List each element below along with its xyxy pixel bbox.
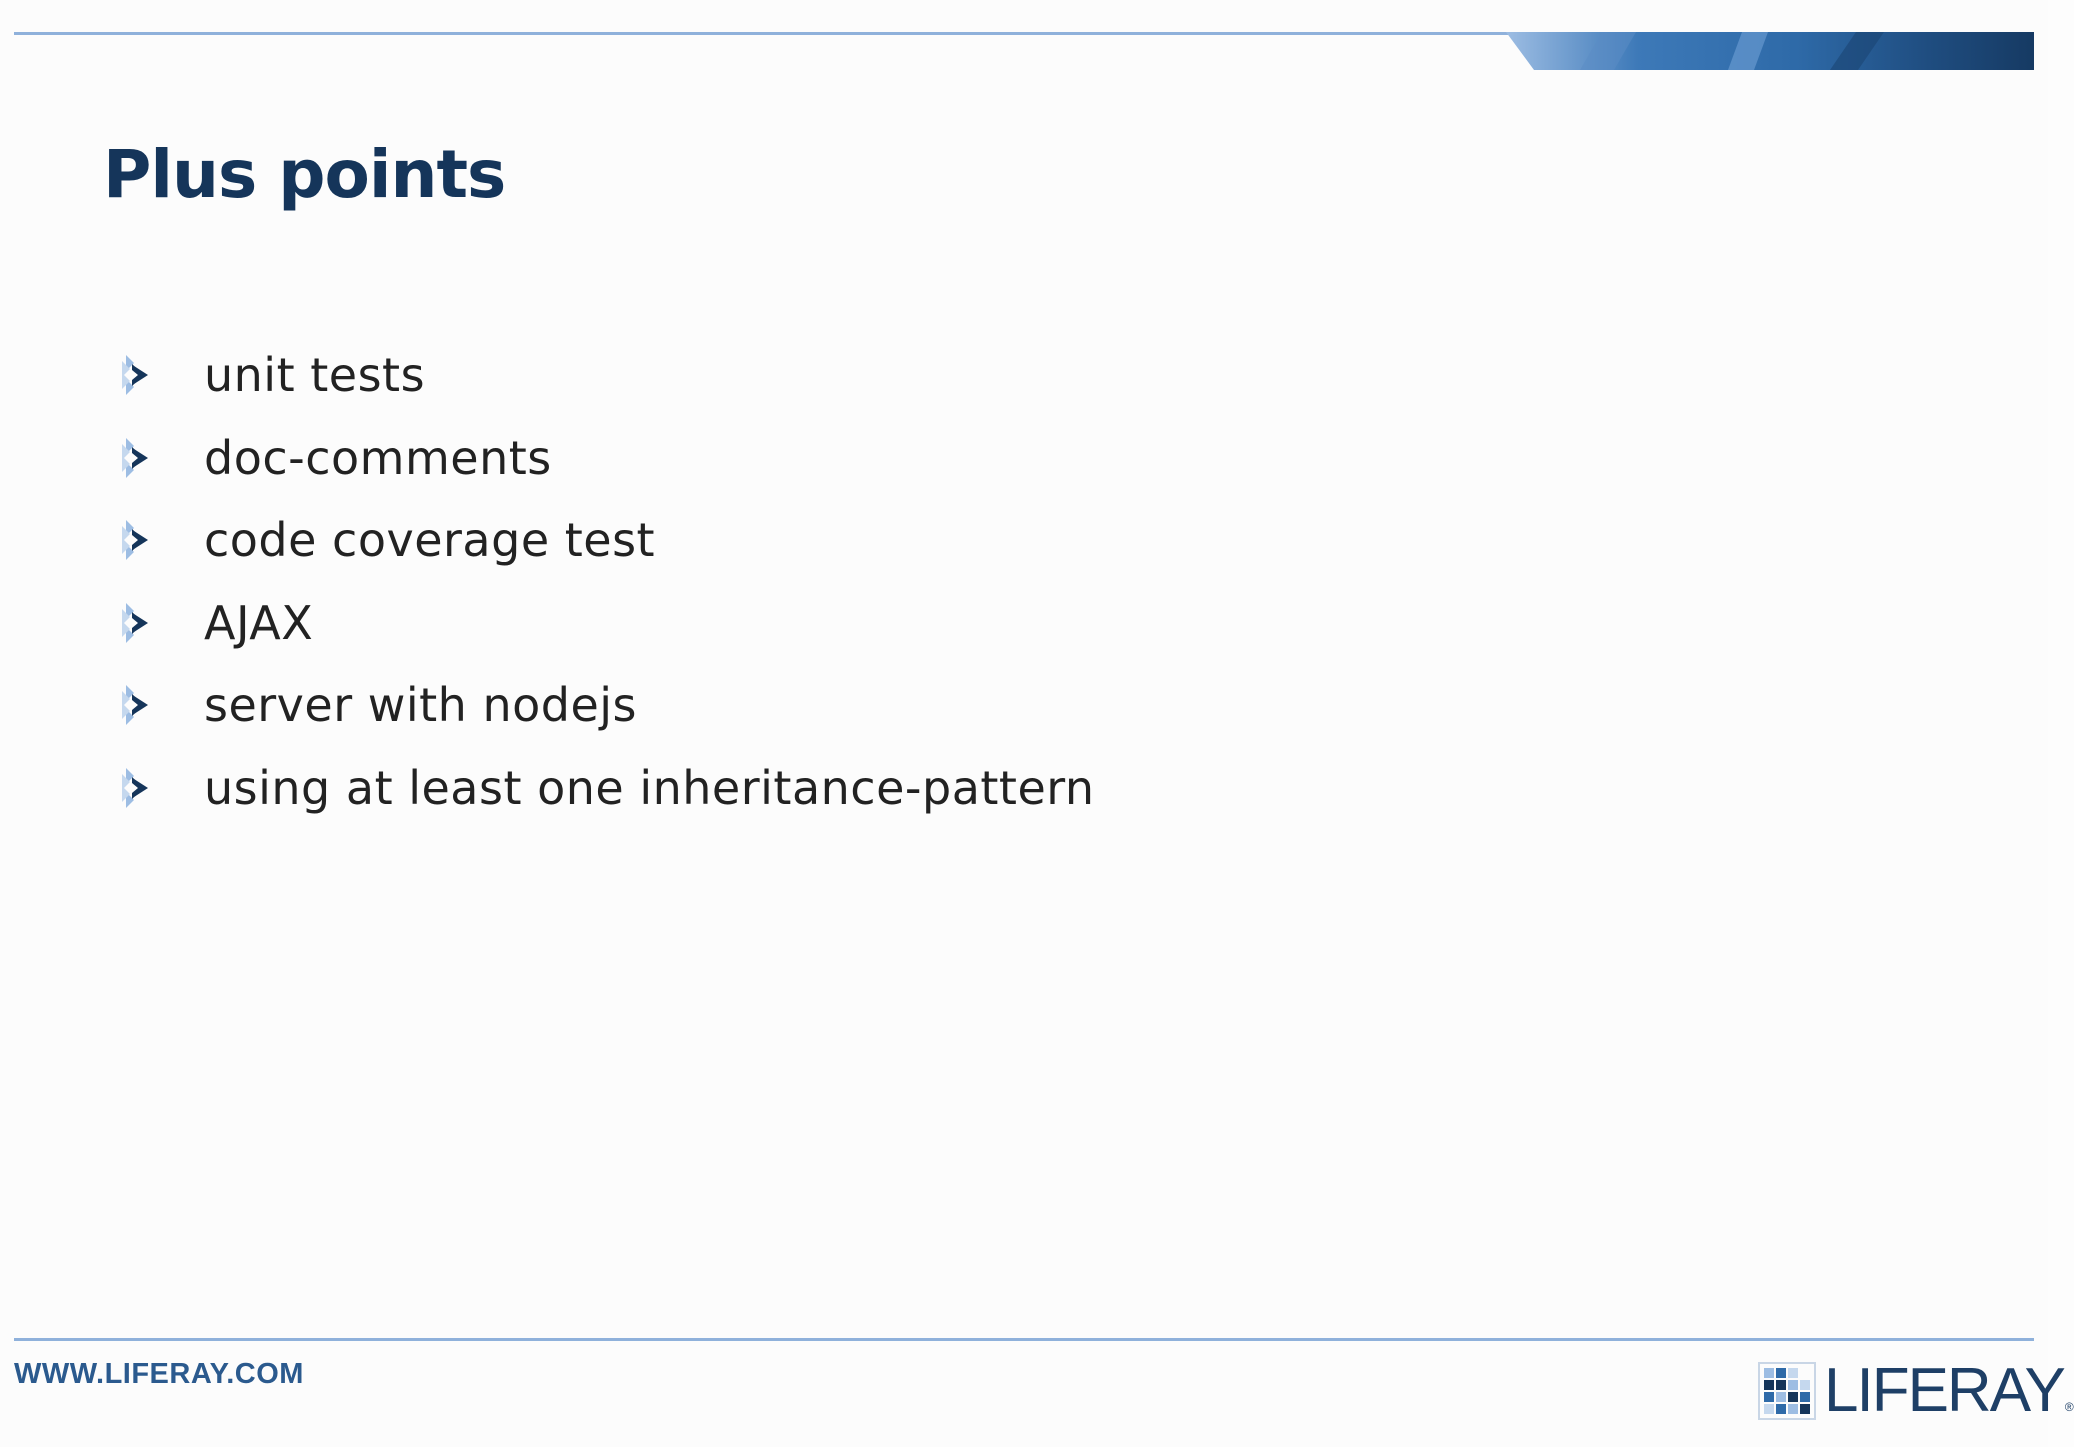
chevron-right-icon: [120, 352, 154, 398]
bullet-text: server with nodejs: [204, 678, 637, 733]
bullet-text: unit tests: [204, 348, 426, 403]
liferay-logo: [1758, 1358, 2074, 1424]
chevron-right-icon: [120, 435, 154, 481]
list-item: [120, 334, 1095, 417]
liferay-logo-icon: [1758, 1362, 1816, 1420]
slide-title: Plus points: [103, 136, 506, 213]
list-item: [120, 417, 1095, 500]
bullet-text: code coverage test: [204, 513, 656, 568]
list-item: [120, 499, 1095, 582]
chevron-right-icon: [120, 600, 154, 646]
bullet-text: doc-comments: [204, 430, 552, 485]
header-decoration-band: [1506, 32, 2034, 70]
chevron-right-icon: [120, 517, 154, 563]
bullet-list: [120, 334, 1095, 829]
list-item: [120, 582, 1095, 665]
registered-mark: ®: [2064, 1400, 2074, 1414]
chevron-right-icon: [120, 682, 154, 728]
chevron-right-icon: [120, 765, 154, 811]
bullet-text: using at least one inheritance-pattern: [204, 760, 1095, 815]
footer-url[interactable]: WWW.LIFERAY.COM: [14, 1358, 304, 1390]
bullet-text: AJAX: [204, 595, 314, 650]
footer-divider: [14, 1338, 2034, 1341]
list-item: [120, 664, 1095, 747]
list-item: [120, 747, 1095, 830]
logo-wordmark: LIFERAY: [1824, 1356, 2064, 1425]
